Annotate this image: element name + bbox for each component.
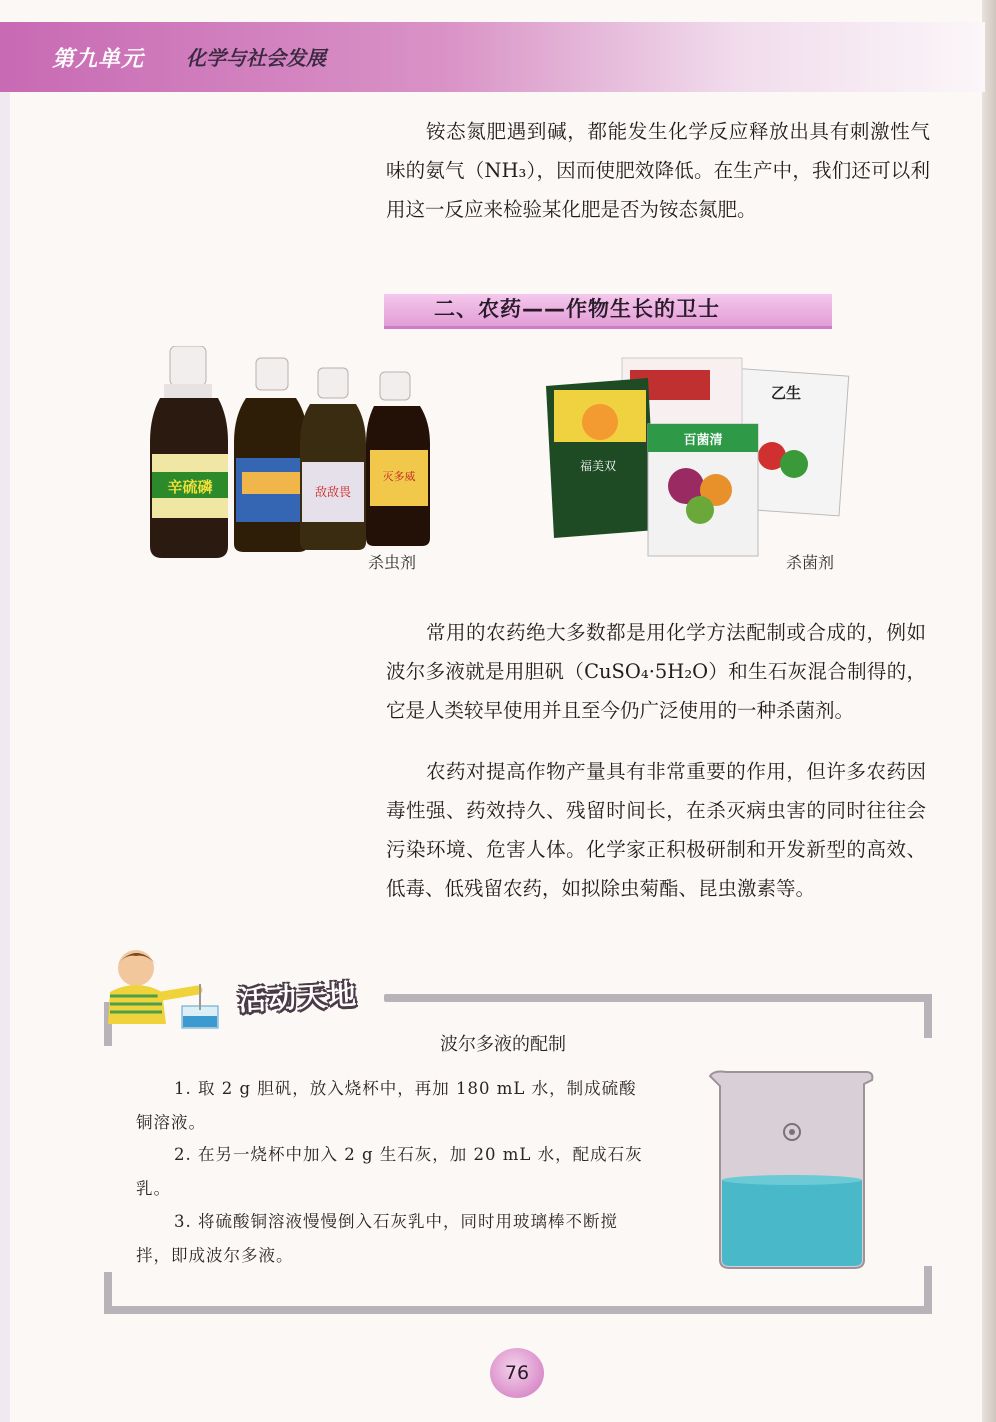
- bag-label-3: 福美双: [579, 459, 617, 473]
- bag-left: [546, 378, 656, 538]
- page-header: [0, 22, 985, 92]
- section-heading-text: 二、农药——作物生长的卫士: [434, 297, 720, 321]
- bottle-1-label: 辛硫磷: [167, 478, 213, 496]
- activity-title: 活动天地: [237, 977, 359, 1018]
- bottle-3: [300, 368, 366, 550]
- bottle-3-label: 敌敌畏: [314, 485, 352, 499]
- bottle-1: [150, 346, 228, 558]
- bag-front: [648, 424, 758, 556]
- activity-subtitle: 波尔多液的配制: [440, 1034, 566, 1055]
- bag-label-2: 百菌清: [683, 433, 723, 448]
- unit-label: 第九单元: [52, 47, 145, 72]
- bottle-4-label: 灭多威: [382, 470, 416, 483]
- beaker-bordeaux-mixture-photo: [706, 1068, 876, 1273]
- fungicide-bags-photo: [540, 352, 850, 562]
- margin-strip: [0, 92, 10, 1422]
- insecticide-bottles-photo: [146, 346, 436, 561]
- paragraph-pesticide-effects: 农药对提高作物产量具有非常重要的作用，但许多农药因毒性强、药效持久、残留时间长，在杀灭病虫害的同时往往会污染环境、危害人体。化学家正积极研制和开发新型的高效、低毒、低残留农药，如拟除虫菊酯、昆虫激素等。: [386, 760, 926, 900]
- activity-step-3: 3. 将硫酸铜溶液慢慢倒入石灰乳中，同时用玻璃棒不断搅拌，即成波尔多液。: [136, 1212, 618, 1265]
- child-doing-experiment-illustration: [100, 944, 240, 1034]
- page-edge: [982, 0, 996, 1422]
- insecticide-caption: 杀虫剂: [368, 553, 417, 572]
- bottle-4: [366, 372, 430, 546]
- paragraph-ammonium-fertilizer: 铵态氮肥遇到碱，都能发生化学反应释放出具有刺激性气味的氨气（NH₃），因而使肥效降低。在生产中，我们还可以利用这一反应来检验某化肥是否为铵态氮肥。: [386, 120, 930, 221]
- section-heading: [384, 294, 832, 329]
- unit-topic: 化学与社会发展: [186, 46, 326, 70]
- bottle-2: [234, 358, 308, 552]
- bag-label-1: 乙生: [770, 384, 802, 402]
- activity-step-2: 2. 在另一烧杯中加入 2 g 生石灰，加 20 mL 水，配成石灰乳。: [136, 1145, 643, 1198]
- paragraph-bordeaux: 常用的农药绝大多数都是用化学方法配制或合成的，例如波尔多液就是用胆矾（CuSO₄·5H₂O）和生石灰混合制得的，它是人类较早使用并且至今仍广泛使用的一种杀菌剂。: [386, 621, 926, 722]
- page-number: 76: [490, 1348, 544, 1398]
- activity-step-1: 1. 取 2 g 胆矾，放入烧杯中，再加 180 mL 水，制成硫酸铜溶液。: [136, 1079, 637, 1132]
- fungicide-caption: 杀菌剂: [786, 553, 835, 572]
